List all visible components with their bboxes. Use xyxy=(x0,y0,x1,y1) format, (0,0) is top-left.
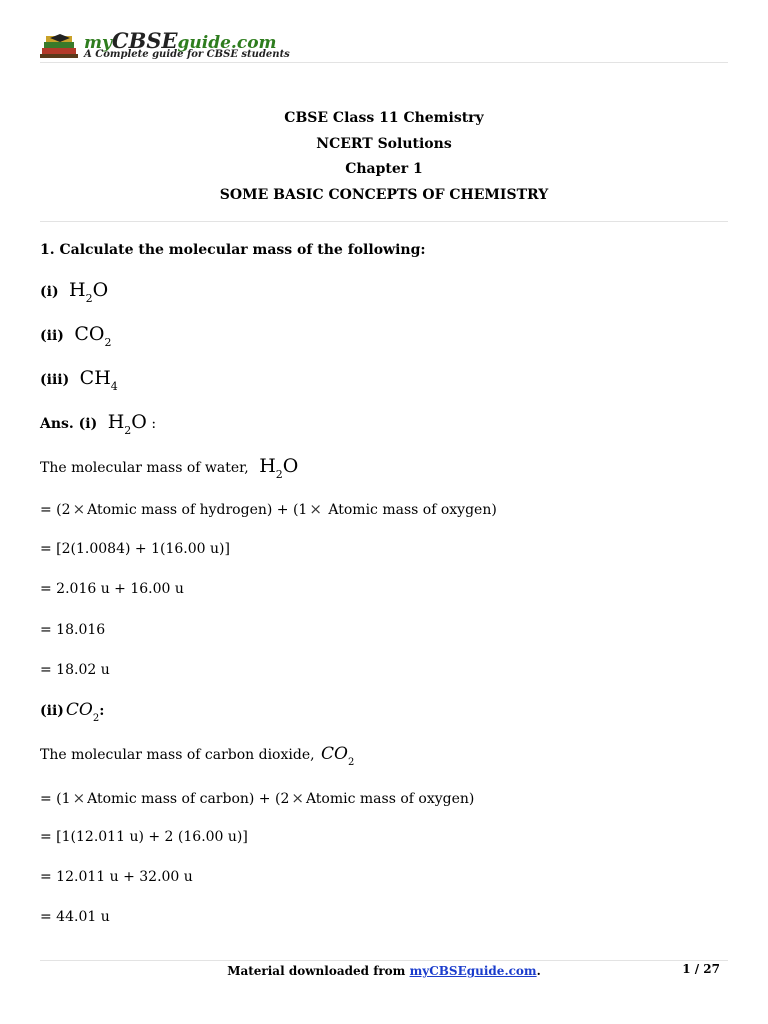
footer-link[interactable]: myCBSEguide.com xyxy=(409,964,537,978)
title-line-4: SOME BASIC CONCEPTS OF CHEMISTRY xyxy=(219,186,549,203)
page-number: 1 / 27 xyxy=(682,962,720,976)
answer-label: (ii) xyxy=(40,703,64,719)
item-label: (i) xyxy=(40,284,59,300)
answer-part-1-step-2: = [2(1.0084) + 1(16.00 u)] xyxy=(40,541,230,557)
books-icon xyxy=(40,32,80,60)
footer-text: Material downloaded from xyxy=(227,964,410,978)
title-line-2: NCERT Solutions xyxy=(316,135,452,152)
answer-part-2-step-2: = [1(12.011 u) + 2 (16.00 u)] xyxy=(40,829,248,845)
formula: $CH_4$ xyxy=(79,367,118,393)
answer-part-1-heading: Ans. (i) $H_2O$ : xyxy=(40,412,156,441)
times-icon: × xyxy=(309,500,322,518)
page-footer: Material downloaded from myCBSEguide.com. xyxy=(227,964,541,978)
answer-part-1-step-3: = 2.016 u + 16.00 u xyxy=(40,581,184,597)
logo-tagline: A Complete guide for CBSE students xyxy=(84,49,290,60)
logo xyxy=(40,26,290,66)
answer-part-2-step-3: = 12.011 u + 32.00 u xyxy=(40,869,193,885)
formula: $CO_2$ xyxy=(321,744,355,768)
answer-part-1-step-4: = 18.016 xyxy=(40,622,106,638)
item-label: (ii) xyxy=(40,328,64,344)
answer-part-2-step-4: = 44.01 u xyxy=(40,909,110,925)
times-icon: × xyxy=(72,789,86,807)
header-divider xyxy=(40,62,728,63)
title-line-1: CBSE Class 11 Chemistry xyxy=(284,110,484,126)
formula: $H_2O$ xyxy=(107,411,147,437)
title-divider xyxy=(40,221,728,222)
answer-part-2-intro: The molecular mass of carbon dioxide, $CO_2$ xyxy=(40,744,354,773)
brand-main: CBSE xyxy=(111,28,178,53)
page-header xyxy=(40,22,728,66)
times-icon: × xyxy=(291,789,304,807)
title-block xyxy=(40,106,728,208)
question-item-2 xyxy=(40,324,111,353)
footer-divider xyxy=(40,960,728,961)
question-item-1 xyxy=(40,280,108,309)
item-label: (iii) xyxy=(40,372,70,388)
answer-part-1-step-1: = (2 × Atomic mass of hydrogen) + (1 × Atomic mass of oxygen) xyxy=(40,500,497,518)
question-item-3 xyxy=(40,368,118,397)
answer-part-1-step-5: = 18.02 u xyxy=(40,662,110,678)
formula: $CO_2$ xyxy=(65,700,100,724)
brand-suffix: guide.com xyxy=(177,33,277,53)
answer-part-1-intro: The molecular mass of water, $H_2O$ xyxy=(40,456,298,485)
formula: $CO_2$ xyxy=(74,323,112,349)
formula: $H_2O$ xyxy=(69,279,109,305)
question-text: 1. Calculate the molecular mass of the following: xyxy=(40,242,426,258)
answer-part-2-heading: (ii) $CO_2$: xyxy=(40,700,104,729)
answer-part-2-step-1: = (1 × Atomic mass of carbon) + (2 × Atomic mass of oxygen) xyxy=(40,789,475,807)
title-line-3: Chapter 1 xyxy=(345,161,423,177)
times-icon: × xyxy=(72,500,86,518)
answer-label: Ans. (i) xyxy=(40,416,98,432)
brand-prefix: my xyxy=(84,33,112,53)
formula: $H_2O$ xyxy=(259,455,299,481)
